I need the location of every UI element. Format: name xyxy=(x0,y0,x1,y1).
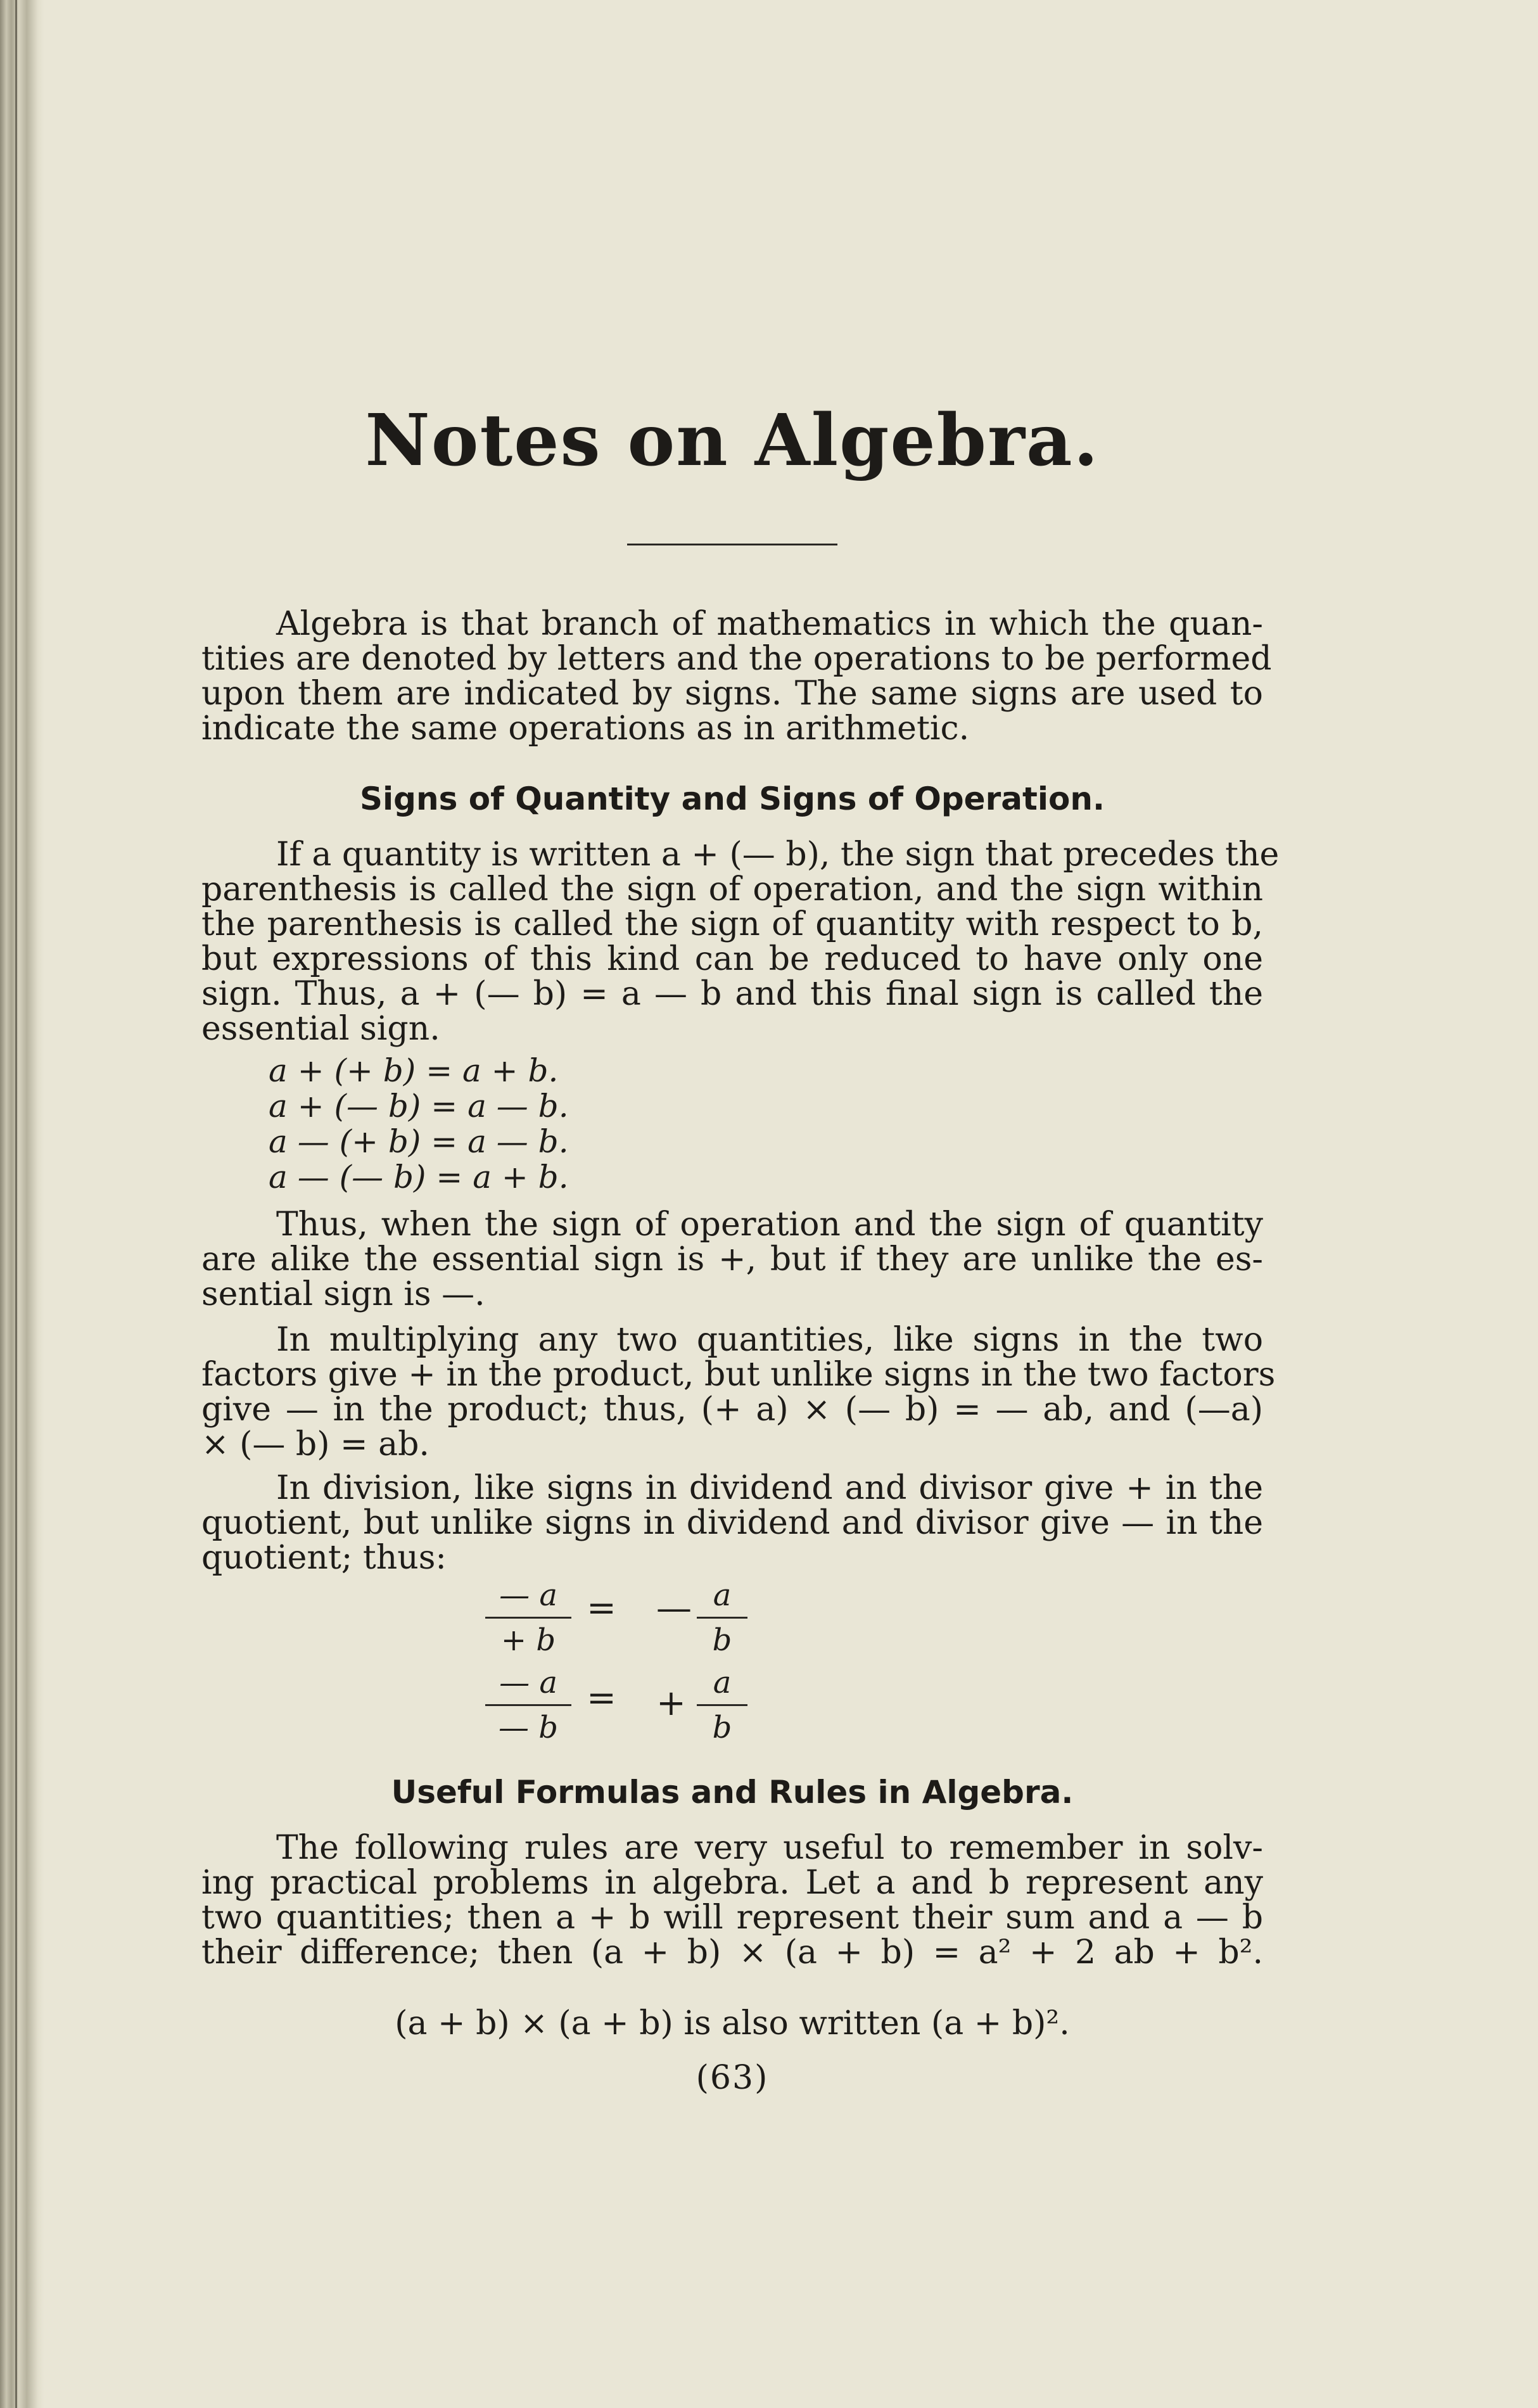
equation: a — (— b) = a + b. xyxy=(269,1159,569,1195)
division-paragraph xyxy=(201,1471,1263,1576)
essential-line: sential sign is —. xyxy=(201,1275,485,1313)
multiplication-line: give — in the product; thus, (+ a) × (— b) = — ab, and (—a) xyxy=(201,1391,1263,1429)
multiplication-line: × (— b) = ab. xyxy=(201,1425,429,1463)
numerator: a xyxy=(697,1665,747,1706)
division-line: quotient, but unlike signs in dividend and divisor give — in the xyxy=(201,1504,1263,1542)
equation: a — (+ b) = a — b. xyxy=(269,1123,569,1160)
title-divider xyxy=(627,544,837,545)
section-heading-signs: Signs of Quantity and Signs of Operation. xyxy=(360,780,1105,817)
formulas-line: two quantities; then a + b will represent their sum and a — b xyxy=(201,1899,1263,1937)
denominator: b xyxy=(712,1710,732,1745)
formulas-line: The following rules are very useful to remember in solv- xyxy=(276,1829,1263,1867)
division-example xyxy=(201,1665,1263,1754)
equation: a + (— b) = a — b. xyxy=(269,1088,569,1124)
essential-line: are alike the essential sign is +, but if they are unlike the es- xyxy=(201,1240,1263,1278)
numerator: — a xyxy=(485,1577,571,1619)
numerator: a xyxy=(697,1577,747,1619)
signs-line: the parenthesis is called the sign of quantity with respect to b, xyxy=(201,905,1263,943)
fraction-rhs xyxy=(697,1577,747,1658)
denominator: b xyxy=(712,1622,732,1658)
multiplication-paragraph xyxy=(201,1321,1276,1463)
sign: + xyxy=(656,1683,686,1724)
fraction-lhs xyxy=(485,1577,571,1658)
book-page xyxy=(201,0,1280,2408)
division-example xyxy=(201,1577,1263,1666)
binding-rule xyxy=(15,0,17,2408)
equation: a + (+ b) = a + b. xyxy=(269,1052,559,1089)
book-binding-edge xyxy=(0,0,44,2408)
section-heading-formulas: Useful Formulas and Rules in Algebra. xyxy=(391,1774,1074,1811)
division-line: quotient; thus: xyxy=(201,1539,447,1577)
intro-line: indicate the same operations as in arithmetic. xyxy=(201,710,970,748)
formulas-line: ing practical problems in algebra. Let a and b represent any xyxy=(201,1864,1263,1902)
formulas-line: their difference; then (a + b) × (a + b) = a² + 2 ab + b². xyxy=(201,1933,1263,1972)
division-line: In division, like signs in dividend and divisor give + in the xyxy=(276,1469,1263,1507)
essential-line: Thus, when the sign of operation and the sign of quantity xyxy=(276,1206,1263,1244)
fraction-rhs xyxy=(697,1665,747,1745)
signs-line: sign. Thus, a + (— b) = a — b and this final sign is called the xyxy=(201,975,1263,1013)
signs-paragraph xyxy=(201,836,1280,1048)
signs-line: essential sign. xyxy=(201,1010,440,1048)
denominator: — b xyxy=(499,1710,558,1745)
page-number: (63) xyxy=(696,2059,769,2097)
formulas-paragraph xyxy=(201,1831,1263,1970)
page-title: Notes on Algebra. xyxy=(365,399,1100,482)
intro-line: Algebra is that branch of mathematics in which the quan- xyxy=(276,605,1263,643)
equals-sign: = xyxy=(587,1678,616,1719)
essential-sign-paragraph xyxy=(201,1207,1263,1312)
denominator: + b xyxy=(500,1622,556,1658)
intro-line: upon them are indicated by signs. The same signs are used to xyxy=(201,675,1263,713)
sign: — xyxy=(656,1588,692,1629)
signs-line: parenthesis is called the sign of operation, and the sign within xyxy=(201,870,1263,908)
intro-line: tities are denoted by letters and the operations to be performed xyxy=(201,640,1272,678)
fraction-lhs xyxy=(485,1665,571,1745)
numerator: — a xyxy=(485,1665,571,1706)
multiplication-line: In multiplying any two quantities, like signs in the two xyxy=(276,1321,1263,1359)
multiplication-line: factors give + in the product, but unlike signs in the two factors xyxy=(201,1356,1276,1394)
signs-line: but expressions of this kind can be reduced to have only one xyxy=(201,940,1263,978)
intro-paragraph xyxy=(201,605,1272,748)
equals-sign: = xyxy=(587,1588,616,1629)
formula-note: (a + b) × (a + b) is also written (a + b)². xyxy=(395,2004,1070,2042)
signs-line: If a quantity is written a + (— b), the sign that precedes the xyxy=(276,836,1280,874)
